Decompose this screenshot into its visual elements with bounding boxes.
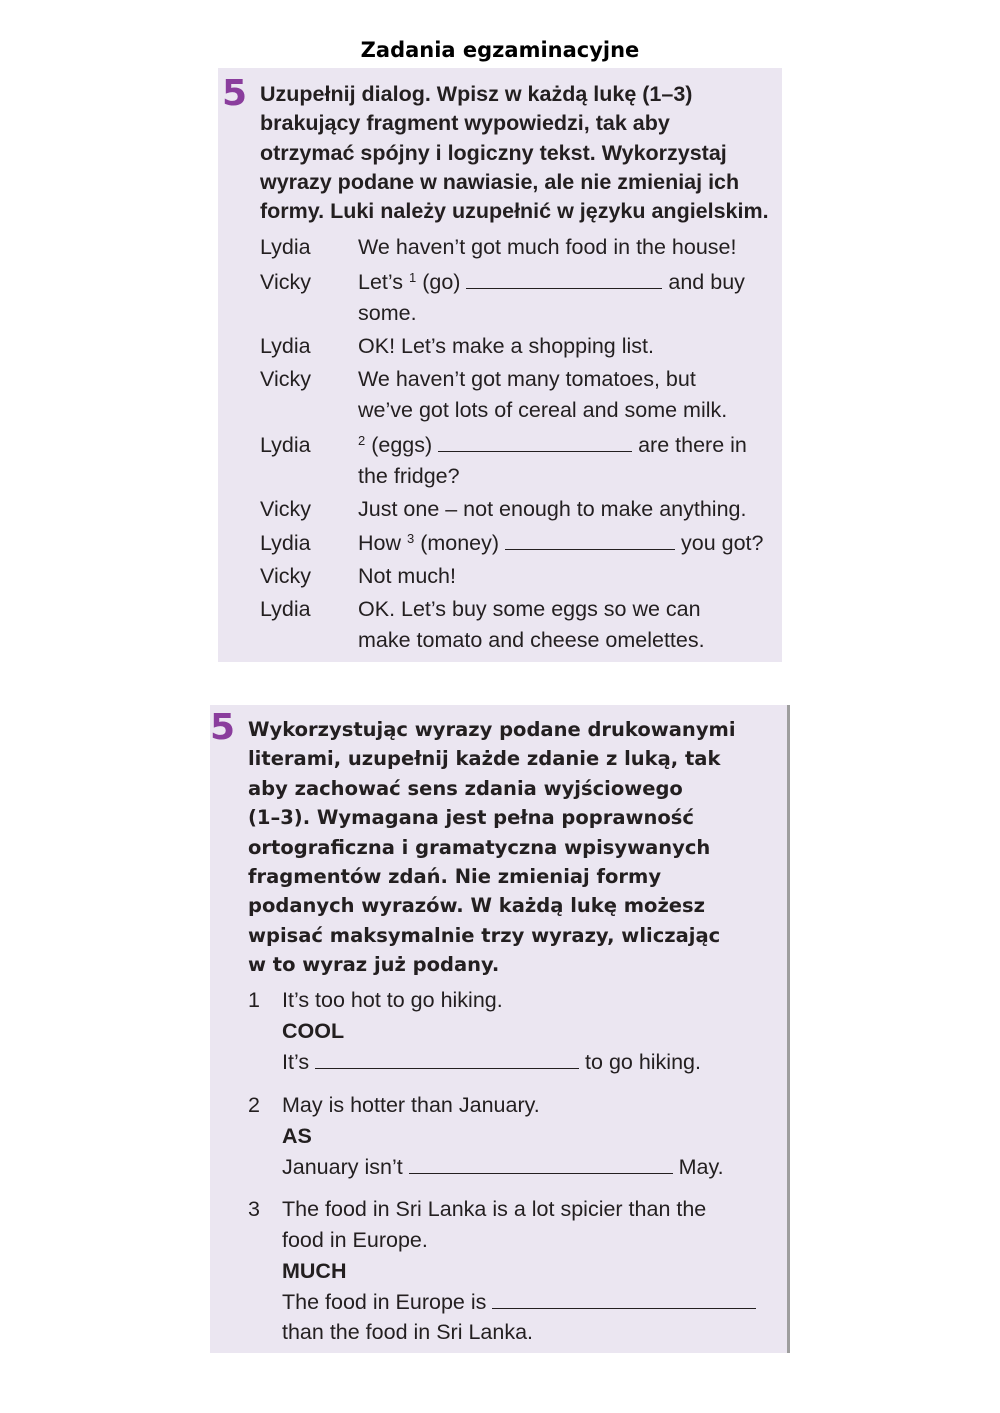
task-2-instruction: Wykorzystując wyrazy podane drukowanymi literami, uzupełnij każde zdanie z luką, tak aby zachować sens zdania wyjściowego (1–3). Wymagana jest pełna poprawność ortograficzna i gramatyczna wpisywanych fragmentów zdań. Nie zmieniaj formy podanych wyrazów. W każdą lukę możesz wpisać maksymalnie trzy wyrazy, wliczając w to wyraz już podany. (248, 718, 736, 977)
dialog-text: Just one – not enough to make anything. (358, 497, 747, 521)
task-2-number: 5 (210, 707, 236, 748)
speaker-name: Vicky (260, 367, 311, 391)
speaker-name: Lydia (260, 531, 311, 555)
answer-gap-3[interactable] (505, 531, 675, 550)
speaker-name: Lydia (260, 334, 311, 358)
dialog-text: OK. Let’s buy some eggs so we can (358, 597, 701, 621)
task-1-number: 5 (222, 73, 248, 114)
speaker-name: Vicky (260, 497, 311, 521)
answer-gap-2[interactable] (409, 1155, 673, 1174)
page-title: Zadania egzaminacyjne (360, 38, 640, 62)
answer-gap-3[interactable] (492, 1290, 756, 1309)
keyword: MUCH (282, 1259, 347, 1283)
dialog-text: We haven’t got much food in the house! (358, 235, 737, 259)
speaker-name: Lydia (260, 235, 311, 259)
speaker-name: Vicky (260, 270, 311, 294)
gap-number: 2 (358, 433, 366, 448)
speaker-name: Vicky (260, 564, 311, 588)
task-1-instruction: Uzupełnij dialog. Wpisz w każdą lukę (1–3) brakujący fragment wypowiedzi, tak aby otrzymać spójny i logiczny tekst. Wykorzystaj wyrazy podane w nawiasie, ale nie zmieniaj ich formy. Luki należy uzupełnić w języku angielskim. (260, 82, 769, 224)
speaker-name: Lydia (260, 597, 311, 621)
dialog-text: We haven’t got many tomatoes, but (358, 367, 696, 391)
gap-number: 3 (406, 531, 415, 546)
answer-gap-1[interactable] (466, 270, 662, 289)
task-1-box: 5 Uzupełnij dialog. Wpisz w każdą lukę (1–3) brakujący fragment wypowiedzi, tak aby otrzymać spójny i logiczny tekst. Wykorzystaj wyrazy podane w nawiasie, ale nie zmieniaj ich formy. Luki należy uzupełnić w języku angielskim. Lydia We haven’t got much food in the house! Vicky Let’s $^1$ (go) and buy some. Lydia OK! Let’s make a shopping list. Vicky We haven’t got many tomatoes, but we’ve got lots of cereal and some milk. Lydia $^2$ (eggs) are there in the fridge? Vicky Just one – not enough to make anything. Lydia How $^3$ (money) you got? Vicky Not much! Lydia OK. Let’s buy some eggs so we can make tomato and cheese omelettes. (218, 68, 782, 662)
dialog-text: OK! Let’s make a shopping list. (358, 334, 654, 358)
speaker-name: Lydia (260, 433, 311, 457)
answer-gap-2[interactable] (438, 433, 632, 452)
gap-number: 1 (409, 270, 417, 285)
dialog-text: Not much! (358, 564, 456, 588)
answer-gap-1[interactable] (315, 1050, 579, 1069)
keyword: AS (282, 1124, 312, 1148)
task-2-box: 5 Wykorzystując wyrazy podane drukowanymi literami, uzupełnij każde zdanie z luką, tak aby zachować sens zdania wyjściowego (1–3). Wymagana jest pełna poprawność ortograficzna i gramatyczna wpisywanych fragmentów zdań. Nie zmieniaj formy podanych wyrazów. W każdą lukę możesz wpisać maksymalnie trzy wyrazy, wliczając w to wyraz już podany. 1 It’s too hot to go hiking. COOL It’s to go hiking. 2 May is hotter than January. AS January isn’t May. 3 The food in Sri Lanka is a lot spicier than the food in Europe. MUCH The food in Europe is than the food in Sri Lanka. (210, 705, 790, 1353)
keyword: COOL (282, 1019, 345, 1043)
